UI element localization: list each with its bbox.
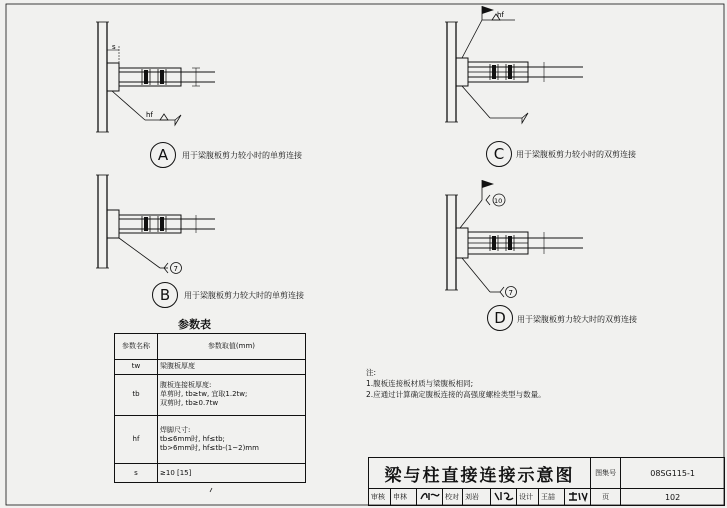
- atlas-no-label: 图集号: [591, 458, 621, 489]
- param-row-value: ≥10 [15]: [158, 464, 306, 483]
- detail-d-marker: D: [487, 305, 513, 331]
- param-header-name: 参数名称: [115, 334, 158, 360]
- checker-name: 刘岩: [463, 489, 491, 506]
- note-item: 1.腹板连接板材质与梁腹板相同;: [366, 379, 474, 388]
- detail-c-caption: 用于梁腹板剪力较小时的双剪连接: [516, 150, 636, 159]
- param-row-name: s: [115, 464, 158, 483]
- check-label: 校对: [443, 489, 463, 506]
- detail-a-weld-label: hf: [146, 111, 153, 119]
- title-block: [368, 457, 725, 506]
- review-label: 审核: [369, 489, 391, 506]
- detail-d-weld-number-bottom: 7: [508, 289, 513, 297]
- param-row-name: tb: [115, 374, 158, 416]
- param-row-name: hf: [115, 416, 158, 464]
- detail-d-caption: 用于梁腹板剪力较大时的双剪连接: [517, 315, 637, 324]
- detail-b-drawing: [96, 175, 215, 274]
- page-number: 102: [621, 489, 725, 506]
- notes-heading: 注:: [366, 368, 377, 377]
- atlas-no: 08SG115-1: [621, 458, 725, 489]
- param-row-value: 焊脚尺寸: tb≤6mm时, hf≤tb; tb>6mm时, hf≤tb-(1~2)mm: [158, 416, 306, 464]
- stray-mark: [210, 488, 212, 492]
- detail-a-drawing: [96, 22, 215, 132]
- detail-c-drawing: [445, 6, 583, 123]
- detail-b-weld-number: 7: [173, 265, 178, 273]
- param-row-value: 梁腹板厚度: [158, 360, 306, 374]
- page-label: 页: [591, 489, 621, 506]
- detail-d-weld-number-top: 10: [494, 197, 503, 205]
- detail-a-s-label: s: [112, 43, 116, 51]
- design-label: 设计: [517, 489, 539, 506]
- drawing-title: 梁与柱直接连接示意图: [369, 458, 591, 489]
- detail-a-caption: 用于梁腹板剪力较小时的单剪连接: [182, 151, 302, 160]
- notes: [366, 367, 546, 400]
- detail-c-weld-label: hf: [497, 11, 504, 19]
- param-header-value: 参数取值(mm): [158, 334, 306, 360]
- reviewer-name: 申林: [391, 489, 417, 506]
- detail-d-drawing: [445, 180, 583, 298]
- detail-a-marker: A: [150, 142, 176, 168]
- detail-c-marker: C: [486, 141, 512, 167]
- detail-b-marker: B: [152, 282, 178, 308]
- designer-signature: [565, 489, 591, 506]
- detail-b-caption: 用于梁腹板剪力较大时的单剪连接: [184, 291, 304, 300]
- designer-name: 王喆: [539, 489, 565, 506]
- reviewer-signature: [417, 489, 443, 506]
- note-item: 2.应通过计算确定腹板连接的高强度螺栓类型与数量。: [366, 390, 546, 399]
- param-row-value: 腹板连接板厚度: 单剪时, tb≥tw, 宜取1.2tw; 双剪时, tb≥0.7tw: [158, 374, 306, 416]
- checker-signature: [491, 489, 517, 506]
- param-row-name: tw: [115, 360, 158, 374]
- param-table-title: 参数表: [178, 318, 211, 331]
- param-table: [114, 333, 306, 483]
